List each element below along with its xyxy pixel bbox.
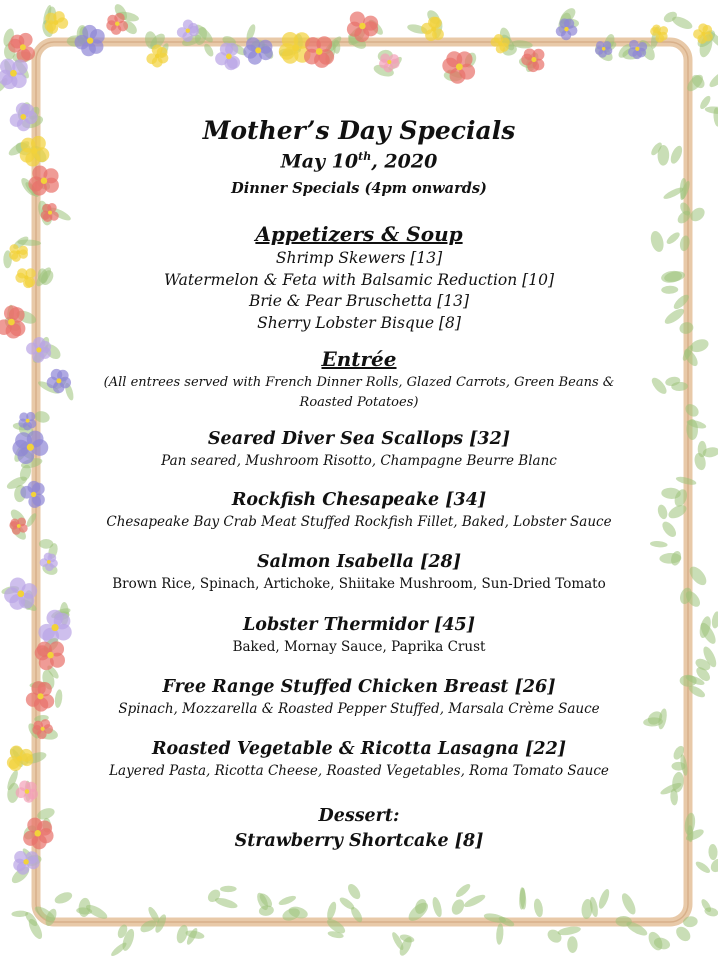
leaf-decoration (220, 886, 237, 893)
leaf-decoration (567, 936, 578, 953)
leaf-decoration (346, 882, 363, 901)
flower-center (41, 727, 45, 731)
leaf-decoration (656, 504, 669, 521)
leaf-decoration (669, 550, 682, 567)
flower-center (24, 275, 28, 279)
leaf-decoration (694, 860, 712, 875)
flower-center (255, 47, 261, 53)
flower-center (27, 444, 34, 451)
flower-center (10, 70, 17, 77)
flower-center (17, 590, 24, 597)
entree-note-line1: (All entrees served with French Dinner Rolls, Glazed Carrots, Green Beans & (103, 375, 615, 390)
flower-center (155, 54, 160, 59)
dessert-item: Strawberry Shortcake [8] (234, 831, 484, 851)
flower-center (41, 178, 47, 184)
dish-name: Roasted Vegetable & Ricotta Lasagna [22] (151, 739, 567, 759)
entree-note-line2: Roasted Potatoes) (299, 395, 419, 410)
dish-description: Layered Pasta, Ricotta Cheese, Roasted Vegetables, Roma Tomato Sauce (109, 763, 609, 779)
flower-center (36, 347, 41, 352)
date-month-day: May 10 (280, 150, 359, 173)
dish-name: Salmon Isabella [28] (256, 552, 462, 572)
leaf-decoration (668, 144, 684, 165)
leaf-decoration (454, 882, 472, 899)
flower-center (359, 23, 365, 29)
flower-petal (19, 246, 28, 255)
dish-description: Chesapeake Bay Crab Meat Stuffed Rockfish Fillet, Baked, Lobster Sauce (106, 514, 612, 530)
flower-petal (47, 203, 56, 212)
leaf-decoration (650, 540, 668, 548)
flower-center (26, 419, 30, 423)
flower-center (657, 31, 661, 35)
flower-petal (114, 13, 125, 24)
flower-center (20, 114, 26, 120)
leaf-decoration (679, 674, 697, 687)
flower-center (34, 830, 40, 836)
flower-center (186, 28, 190, 32)
leaf-decoration (431, 896, 444, 918)
leaf-decoration (462, 892, 486, 909)
appetizer-item: Watermelon & Feta with Balsamic Reduction [10] (164, 271, 554, 289)
dish-name: Seared Diver Sea Scallops [32] (207, 429, 511, 449)
flower-petal (19, 33, 33, 47)
flower-center (635, 47, 639, 51)
flower-petal (21, 583, 37, 599)
dish-description: Brown Rice, Spinach, Artichoke, Shiitake Mushroom, Sun-Dried Tomato (112, 576, 606, 592)
dish-name: Rockfish Chesapeake [34] (231, 490, 487, 510)
dish-description: Spinach, Mozzarella & Roasted Pepper Stuffed, Marsala Crème Sauce (118, 701, 600, 717)
leaf-decoration (449, 897, 466, 916)
flower-center (456, 63, 463, 70)
flower-center (17, 756, 23, 762)
dish-name: Free Range Stuffed Chicken Breast [26] (162, 677, 556, 697)
leaf-decoration (665, 230, 682, 246)
leaf-decoration (533, 898, 545, 918)
appetizer-item: Sherry Lobster Bisque [8] (257, 314, 461, 332)
flower-center (20, 44, 26, 50)
flower-center (54, 20, 59, 25)
flower-center (602, 47, 606, 51)
dish-description: Pan seared, Mushroom Risotto, Champagne Beurre Blanc (161, 453, 557, 469)
entree-heading: Entrée (321, 347, 397, 371)
flower-center (87, 37, 93, 43)
leaf-decoration (661, 285, 678, 294)
flower-center (498, 42, 502, 46)
leaf-decoration (704, 106, 718, 115)
dish-description: Baked, Mornay Sauce, Paprika Crust (232, 639, 486, 655)
flower-center (292, 44, 299, 51)
flower-center (47, 560, 51, 564)
leaf-decoration (660, 519, 679, 539)
appetizer-item: Brie & Pear Bruschetta [13] (248, 292, 470, 310)
flower-center (701, 32, 705, 36)
appetizer-item: Shrimp Skewers [13] (275, 249, 443, 267)
leaf-decoration (278, 894, 298, 907)
dinner-hours: Dinner Specials (4pm onwards) (231, 180, 487, 197)
leaf-decoration (78, 897, 92, 917)
frame-inner (36, 42, 688, 922)
flower-center (23, 859, 28, 864)
flower-center (31, 492, 36, 497)
flower-center (48, 211, 52, 215)
flower-petal (501, 38, 510, 47)
frame-outer (36, 42, 688, 922)
flower-center (51, 624, 58, 631)
flower-center (316, 48, 323, 55)
flower-center (564, 27, 568, 31)
flower-petal (638, 42, 648, 52)
leaf-decoration (338, 895, 356, 911)
flower-center (8, 319, 15, 326)
flower-center (531, 57, 536, 62)
page-title: Mother’s Day Specials (202, 116, 516, 145)
date-year: , 2020 (371, 150, 438, 173)
flower-center (47, 652, 53, 658)
flower-center (387, 60, 391, 64)
flower-center (37, 693, 43, 699)
dessert-heading: Dessert: (318, 806, 400, 826)
event-date (60, 150, 658, 172)
leaf-decoration (707, 69, 718, 90)
flower-center (16, 250, 20, 254)
flower-center (31, 148, 37, 154)
leaf-decoration (53, 890, 74, 906)
date-ordinal: th (358, 150, 372, 163)
leaf-decoration (597, 888, 612, 910)
flower-center (25, 789, 30, 794)
flower-center (17, 524, 21, 528)
leaf-decoration (708, 844, 718, 861)
flower-center (431, 27, 436, 32)
flower-center (115, 21, 120, 26)
flower-petal (363, 16, 378, 31)
flower-petal (430, 17, 442, 29)
leaf-decoration (711, 611, 718, 629)
flower-center (226, 54, 232, 60)
dish-name: Lobster Thermidor [45] (243, 615, 475, 635)
leaf-decoration (619, 891, 638, 916)
appetizers-heading: Appetizers & Soup (255, 222, 463, 246)
flower-petal (225, 43, 238, 56)
